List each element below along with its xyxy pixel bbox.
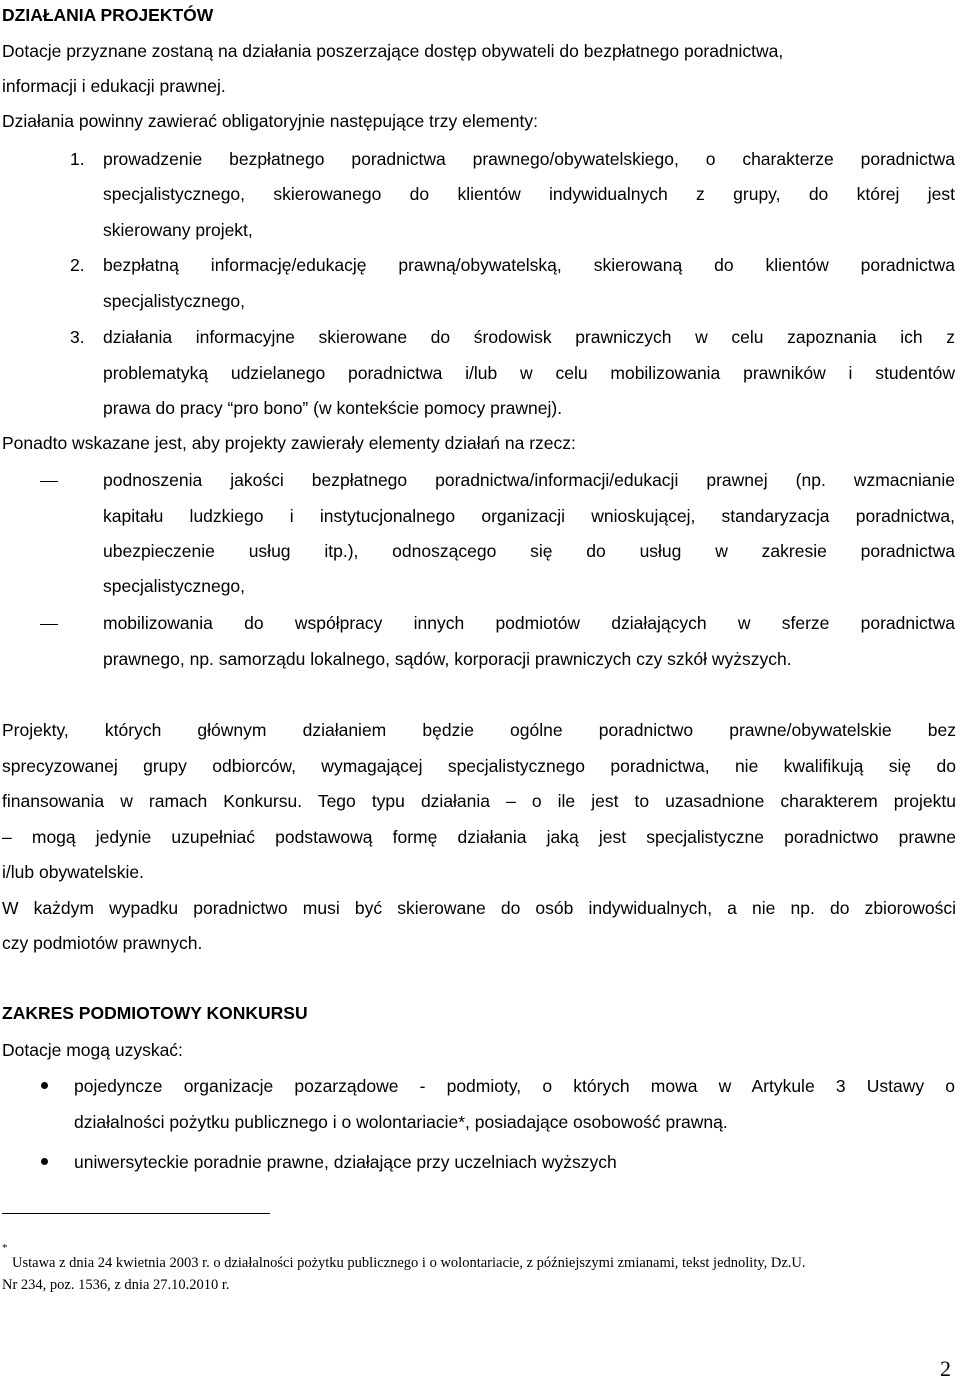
list-number: 3. [70,327,85,347]
list-item-line: specjalistycznego, [103,291,246,311]
list-item-line: skierowany projekt, [103,220,253,240]
intro-line: informacji i edukacji prawnej. [2,76,226,96]
section-title-zakres: ZAKRES PODMIOTOWY KONKURSU [2,1003,308,1023]
dash-item-line: mobilizowania do współpracy innych podmiotów działających w sferze poradnictwa [103,613,955,633]
dash-item-line: specjalistycznego, [103,576,246,596]
dash-marker [40,624,58,625]
list-item-line: specjalistycznego, skierowanego do klientów indywidualnych z grupy, do której jest [103,184,955,204]
bullet-marker [41,1082,48,1089]
footnote-marker: * [2,1242,8,1254]
list-item-line: problematyką udzielanego poradnictwa i/lub w celu mobilizowania prawników i studentów [103,363,955,383]
paragraph-line: Projekty, których głównym działaniem będzie ogólne poradnictwo prawne/obywatelskie bez [2,720,956,740]
dash-item-line: prawnego, np. samorządu lokalnego, sądów, korporacji prawniczych czy szkół wyższych. [103,649,792,669]
page-number: 2 [940,1356,951,1381]
list-item-line: prowadzenie bezpłatnego poradnictwa prawnego/obywatelskiego, o charakterze poradnictwa [103,149,955,169]
list-number: 1. [70,149,85,169]
paragraph-line: i/lub obywatelskie. [2,862,145,882]
section2-intro: Dotacje mogą uzyskać: [2,1040,183,1060]
dash-marker [40,481,58,482]
dash-item-line: podnoszenia jakości bezpłatnego poradnictwa/informacji/edukacji prawnej (np. wzmacnianie [103,470,955,490]
intro-line: Działania powinny zawierać obligatoryjnie następujące trzy elementy: [2,111,538,131]
bullet-item-line: pojedyncze organizacje pozarządowe - podmioty, o których mowa w Artykule 3 Ustawy o [74,1076,955,1096]
bullet-item-line: działalności pożytku publicznego i o wolontariacie*, posiadające osobowość prawną. [74,1112,728,1132]
ponadto-line: Ponadto wskazane jest, aby projekty zawierały elementy działań na rzecz: [2,433,576,453]
footnote-line: Ustawa z dnia 24 kwietnia 2003 r. o działalności pożytku publicznego i o wolontariacie, z późniejszymi zmianami, tekst jednolity, Dz.U. [12,1255,806,1271]
bullet-marker [41,1158,48,1165]
footnote-separator [2,1213,270,1214]
dash-item-line: ubezpieczenie usług itp.), odnoszącego się do usług w zakresie poradnictwa [103,541,955,561]
list-number: 2. [70,255,85,275]
footnote-line: Nr 234, poz. 1536, z dnia 27.10.2010 r. [2,1277,230,1293]
intro-line: Dotacje przyznane zostaną na działania poszerzające dostęp obywateli do bezpłatnego poradnictwa, [2,41,784,61]
list-item-line: działania informacyjne skierowane do środowisk prawniczych w celu zapoznania ich z [103,327,955,347]
paragraph-line: czy podmiotów prawnych. [2,933,203,953]
paragraph-line: W każdym wypadku poradnictwo musi być skierowane do osób indywidualnych, a nie np. do zbiorowości [2,898,956,918]
list-item-line: bezpłatną informację/edukację prawną/obywatelską, skierowaną do klientów poradnictwa [103,255,955,275]
dash-item-line: kapitału ludzkiego i instytucjonalnego organizacji wnioskującej, standaryzacja poradnictwa, [103,506,955,526]
paragraph-line: sprecyzowanej grupy odbiorców, wymagającej specjalistycznego poradnictwa, nie kwalifikują się do [2,756,956,776]
section-title-dzialania: DZIAŁANIA PROJEKTÓW [2,5,214,25]
list-item-line: prawa do pracy “pro bono” (w kontekście pomocy prawnej). [103,398,563,418]
paragraph-line: – mogą jedynie uzupełniać podstawową formę działania jaką jest specjalistyczne poradnictwo prawne [2,827,956,847]
bullet-item-line: uniwersyteckie poradnie prawne, działające przy uczelniach wyższych [74,1152,617,1172]
paragraph-line: finansowania w ramach Konkursu. Tego typu działania – o ile jest to uzasadnione charakterem projektu [2,791,956,811]
